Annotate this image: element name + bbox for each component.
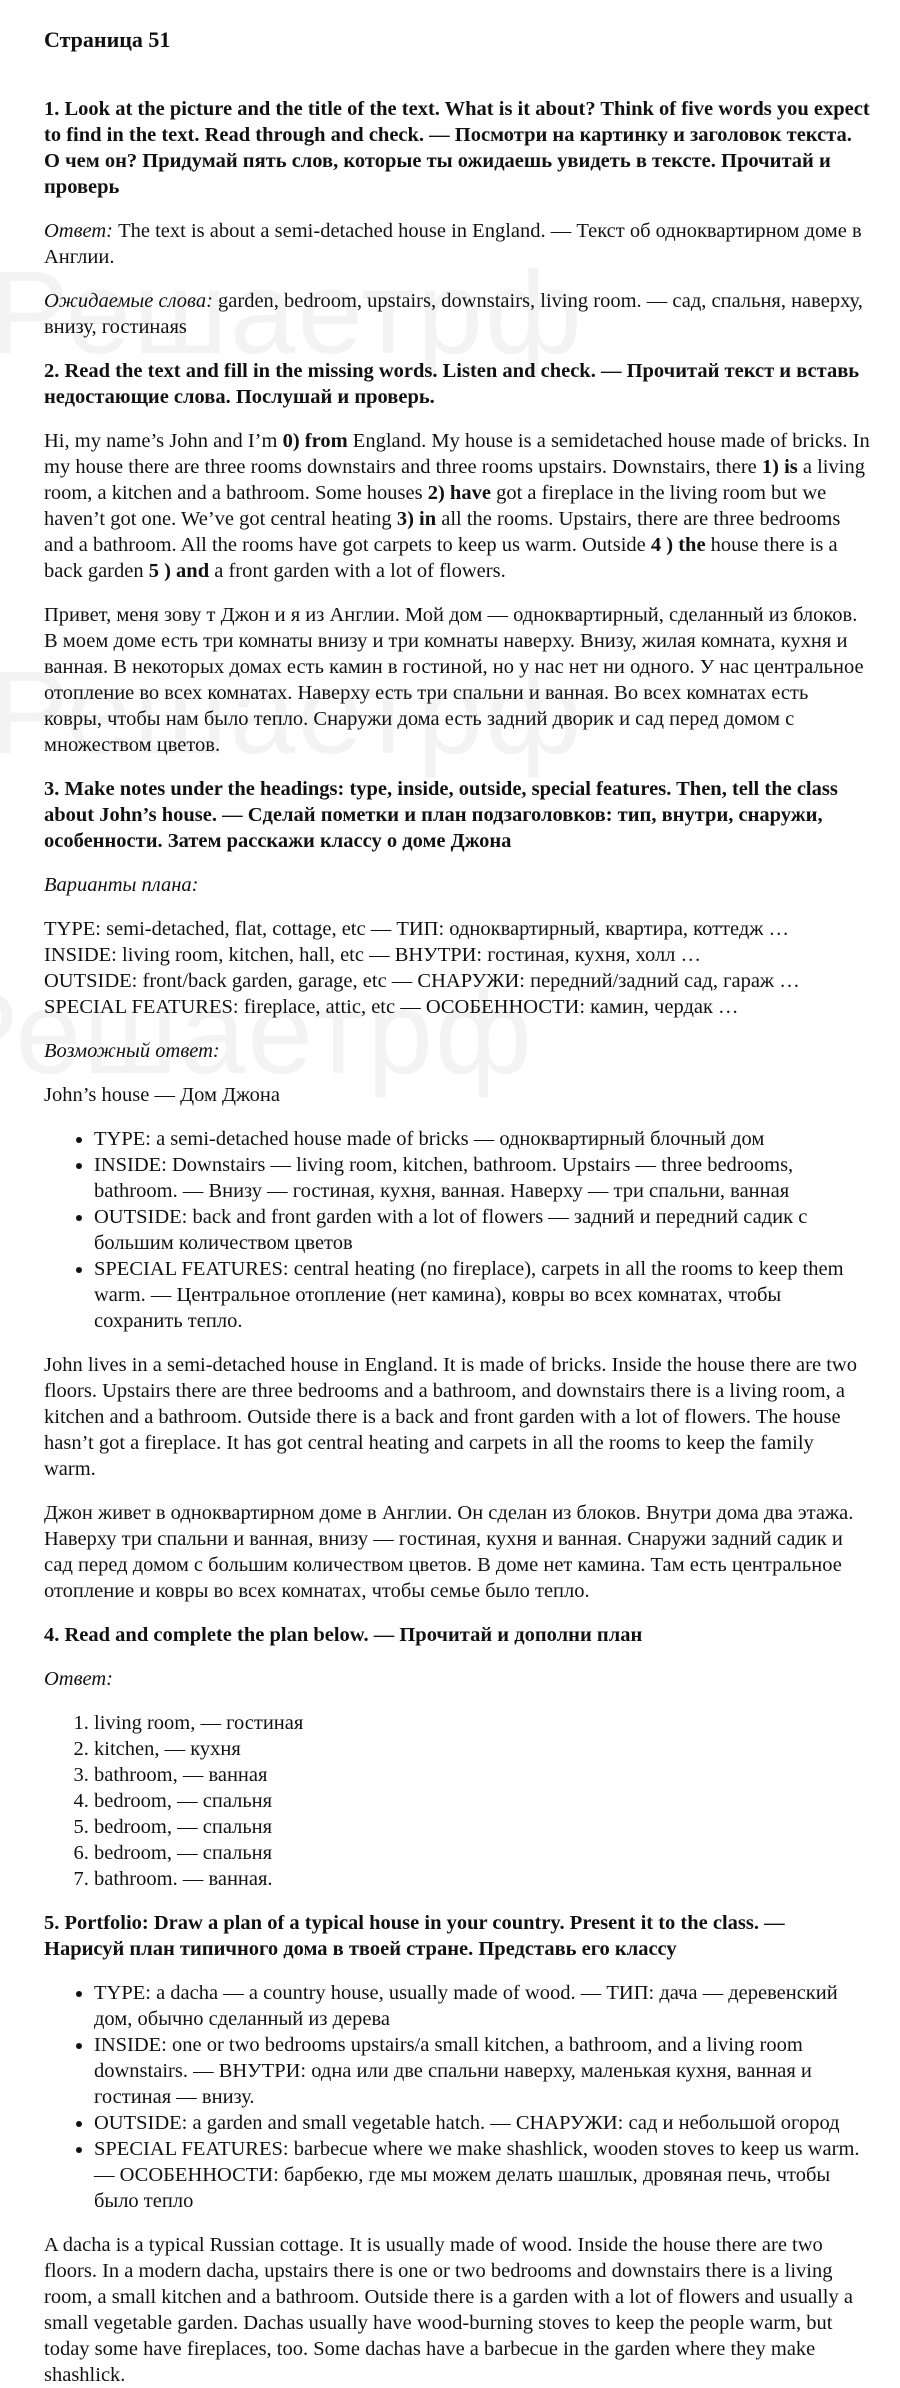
plan-list: [44, 1710, 870, 1892]
list-item: • OUTSIDE: a garden and small vegetable hatch. — СНАРУЖИ: сад и небольшой огород: [94, 2110, 870, 2136]
text-segment: all the rooms. Upstairs, there are three bedrooms and a bathroom. All the rooms have got carpets to keep us warm. Outside: [44, 508, 841, 556]
task-2-english-text: [44, 428, 870, 584]
answer-text: The text is about a semi-detached house in England. — Текст об одноквартирном доме в Англии.: [44, 220, 862, 268]
list-item: 1. living room, — гостиная: [94, 1710, 870, 1736]
task-2-russian-text: Привет, меня зову т Джон и я из Англии. Мой дом — одноквартирный, сделанный из блоков. В моем доме есть три комнаты внизу и три комнаты наверху. Внизу, жилая комната, кухня и ванная. В некоторых домах есть камин в гостиной, но у нас нет ни одного. У нас центральное отопление во всех комнатах. Наверху есть три спальни и ванная. Во всех комнатах есть ковры, чтобы нам было тепло. Снаружи дома есть задний дворик и сад перед домом с множеством цветов.: [44, 604, 864, 756]
filled-word: 0) from: [282, 430, 348, 452]
list-item: 5. bedroom, — спальня: [94, 1814, 870, 1840]
task-5-english-text: A dacha is a typical Russian cottage. It is usually made of wood. Inside the house there are two floors. In a modern dacha, upstairs there is one or two bedrooms and downstairs there is a living room, a small kitchen and a bathroom. Outside there is a garden with a lot of flowers and usually a small vegetable garden. Dachas usually have wood-burning stoves to keep the people warm, but today some have fireplaces, too. Some dachas have a barbecue in the garden where they make shashlick.: [44, 2234, 853, 2386]
list-item: • SPECIAL FEATURES: central heating (no fireplace), carpets in all the rooms to keep them warm. — Центральное отопление (нет камина), ковры во всех комнатах, чтобы сохранить тепло.: [94, 1256, 870, 1334]
list-item: • TYPE: a semi-detached house made of bricks — одноквартирный блочный дом: [94, 1126, 870, 1152]
list-item: 4. bedroom, — спальня: [94, 1788, 870, 1814]
text-segment: Hi, my name’s John and I’m: [44, 430, 283, 452]
task-3-english-text: John lives in a semi-detached house in England. It is made of bricks. Inside the house there are two floors. Upstairs there are three bedrooms and a bathroom, and downstairs there is a living room, a kitchen and a bathroom. Outside there is a back and front garden with a lot of flowers. The house hasn’t got a fireplace. It has got central heating and carpets in all the rooms to keep the family warm.: [44, 1354, 857, 1480]
task-2-heading: 2. Read the text and fill in the missing words. Listen and check. — Прочитай текст и вставь недостающие слова. Послушай и проверь.: [44, 360, 860, 408]
plan-variants-label: Варианты плана:: [44, 874, 199, 896]
text-segment: England. My house is a semidetached house made of bricks. In my house there are three rooms downstairs and three rooms upstairs. Downstairs, there: [44, 430, 870, 478]
filled-word: 2) have: [427, 482, 491, 504]
list-item: 7. bathroom. — ванная.: [94, 1866, 870, 1892]
filled-word: 3) in: [396, 508, 437, 530]
plan-variant: SPECIAL FEATURES: fireplace, attic, etc — ОСОБЕННОСТИ: камин, чердак …: [44, 996, 739, 1018]
list-item: • SPECIAL FEATURES: barbecue where we make shashlick, wooden stoves to keep us warm. — ОСОБЕННОСТИ: барбекю, где мы можем делать шашлык, дровяная печь, чтобы было тепло: [94, 2136, 870, 2214]
list-item: 6. bedroom, — спальня: [94, 1840, 870, 1866]
task-4-heading: 4. Read and complete the plan below. — Прочитай и дополни план: [44, 1624, 643, 1646]
list-item: 2. kitchen, — кухня: [94, 1736, 870, 1762]
task-1-expected-words: [44, 288, 870, 340]
list-item: • INSIDE: Downstairs — living room, kitchen, bathroom. Upstairs — three bedrooms, bathroom. — Внизу — гостиная, кухня, ванная. Наверху — три спальни, ванная: [94, 1152, 870, 1204]
answer-label: Ответ:: [44, 1668, 113, 1690]
text-segment: got a fireplace in the living room but we haven’t got one. We’ve got central heating: [44, 482, 827, 530]
list-item: • OUTSIDE: back and front garden with a lot of flowers — задний и передний садик с большим количеством цветов: [94, 1204, 870, 1256]
plan-variants: [44, 916, 870, 1020]
text-segment: a front garden with a lot of flowers.: [209, 560, 506, 582]
expected-words-label: Ожидаемые слова:: [44, 290, 213, 312]
task-1-heading: 1. Look at the picture and the title of the text. What is it about? Think of five words you expect to find in the text. Read through and check. — Посмотри на картинку и заголовок текста. О чем он? Придумай пять слов, которые ты ожидаешь увидеть в тексте. Прочитай и проверь: [44, 98, 870, 198]
task-3-heading: 3. Make notes under the headings: type, inside, outside, special features. Then, tell the class about John’s house. — Сделай пометки и план подзаголовков: тип, внутри, снаружи, особенности. Затем расскажи классу о доме Джона: [44, 778, 838, 852]
filled-word: 4 ) the: [650, 534, 706, 556]
list-item: • INSIDE: one or two bedrooms upstairs/a small kitchen, a bathroom, and a living room downstairs. — ВНУТРИ: одна или две спальни наверху, маленькая кухня, ванная и гостиная — внизу.: [94, 2032, 870, 2110]
text-segment: a living room, a kitchen and a bathroom. Some houses: [44, 456, 865, 504]
list-item: • TYPE: a dacha — a country house, usually made of wood. — ТИП: дача — деревенский дом, обычно сделанный из дерева: [94, 1980, 870, 2032]
list-item: 3. bathroom, — ванная: [94, 1762, 870, 1788]
task-1-answer: [44, 218, 870, 270]
plan-variant: INSIDE: living room, kitchen, hall, etc — ВНУТРИ: гостиная, кухня, холл …: [44, 944, 702, 966]
expected-words-text: garden, bedroom, upstairs, downstairs, living room. — сад, спальня, наверху, внизу, гостинаяs: [44, 290, 863, 338]
dacha-notes: [44, 1980, 870, 2214]
page-title: Страница 51: [44, 27, 171, 52]
possible-answer-label: Возможный ответ:: [44, 1040, 220, 1062]
plan-variant: TYPE: semi-detached, flat, cottage, etc — ТИП: одноквартирный, квартира, коттедж …: [44, 918, 790, 940]
johns-house-subtitle: John’s house — Дом Джона: [44, 1084, 281, 1106]
filled-word: 1) is: [761, 456, 798, 478]
plan-variant: OUTSIDE: front/back garden, garage, etc — СНАРУЖИ: передний/задний сад, гараж …: [44, 970, 800, 992]
task-5-heading: 5. Portfolio: Draw a plan of a typical house in your country. Present it to the class. — Нарисуй план типичного дома в твоей стране. Представь его классу: [44, 1912, 785, 1960]
task-3-russian-text: Джон живет в одноквартирном доме в Англии. Он сделан из блоков. Внутри дома два этажа. Наверху три спальни и ванная, внизу — гостиная, кухня и ванная. Снаружи задний садик и сад перед домом с большим количеством цветов. В доме нет камина. Там есть центральное отопление и ковры во всех комнатах, чтобы семье было тепло.: [44, 1502, 854, 1602]
johns-house-notes: [44, 1126, 870, 1334]
filled-word: 5 ) and: [148, 560, 210, 582]
answer-label: Ответ:: [44, 220, 113, 242]
text-segment: house there is a back garden: [44, 534, 838, 582]
